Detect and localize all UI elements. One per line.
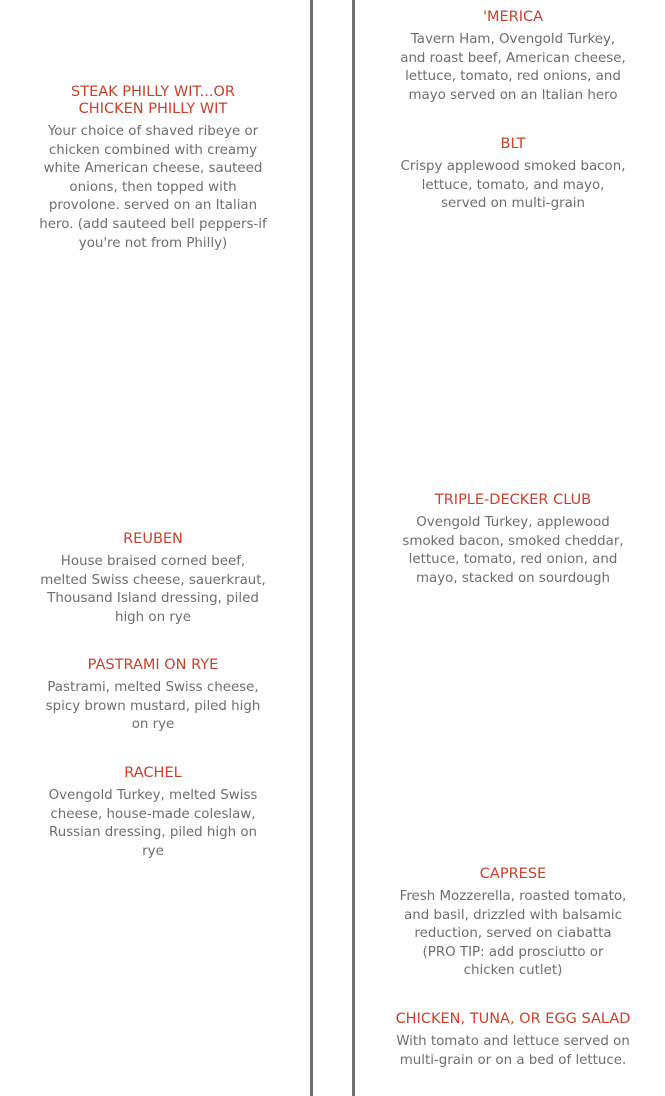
menu-item-title: CHICKEN, TUNA, OR EGG SALAD xyxy=(395,1011,631,1027)
menu-item-title: STEAK PHILLY WIT...OR CHICKEN PHILLY WIT xyxy=(71,84,235,117)
menu-item-description: Ovengold Turkey, applewood smoked bacon, smoked cheddar, lettuce, tomato, red onion, and mayo, stacked on sourdough xyxy=(402,515,624,586)
menu-item-merica xyxy=(397,9,629,105)
menu-item-rachel xyxy=(38,765,268,861)
menu-item-description: Fresh Mozzerella, roasted tomato, and basil, drizzled with balsamic reduction, served on ciabatta (PRO TIP: add prosciutto or chicken cutlet) xyxy=(399,889,627,979)
menu-item-description: House braised corned beef, melted Swiss cheese, sauerkraut, Thousand Island dressing, piled high on rye xyxy=(40,554,266,625)
menu-item-pastrami-on-rye xyxy=(38,657,268,735)
menu-item-description: Pastrami, melted Swiss cheese, spicy brown mustard, piled high on rye xyxy=(45,680,261,733)
menu-item-title: TRIPLE-DECKER CLUB xyxy=(434,492,592,508)
menu-item-title: BLT xyxy=(500,136,526,152)
menu-item-description: Crispy applewood smoked bacon, lettuce, tomato, and mayo, served on multi-grain xyxy=(400,159,626,212)
menu-item-description: Tavern Ham, Ovengold Turkey, and roast beef, American cheese, lettuce, tomato, red onions, and mayo served on an Italian hero xyxy=(400,32,626,103)
menu-item-reuben xyxy=(38,531,268,627)
menu-item-description: With tomato and lettuce served on multi-grain or on a bed of lettuce. xyxy=(396,1034,630,1068)
menu-item-triple-decker-club xyxy=(397,492,629,588)
menu-item-title: PASTRAMI ON RYE xyxy=(87,657,219,673)
menu-item-title: 'MERICA xyxy=(482,9,544,25)
menu-item-title: CAPRESE xyxy=(479,866,547,882)
menu-item-chicken-tuna-egg-salad xyxy=(394,1011,632,1070)
menu-item-description: Your choice of shaved ribeye or chicken combined with creamy white American cheese, sauteed onions, then topped with provolone. served on an Italian hero. (add sauteed bell peppers-if you're not from Philly) xyxy=(39,124,267,251)
menu-item-blt xyxy=(397,136,629,214)
column-divider-left xyxy=(310,0,313,1096)
menu-item-title: REUBEN xyxy=(123,531,183,547)
menu-item-caprese xyxy=(397,866,629,981)
column-divider-right xyxy=(352,0,355,1096)
menu-item-description: Ovengold Turkey, melted Swiss cheese, house-made coleslaw, Russian dressing, piled high on rye xyxy=(48,788,258,859)
menu-item-title: RACHEL xyxy=(124,765,182,781)
menu-item-steak-philly xyxy=(38,84,268,253)
